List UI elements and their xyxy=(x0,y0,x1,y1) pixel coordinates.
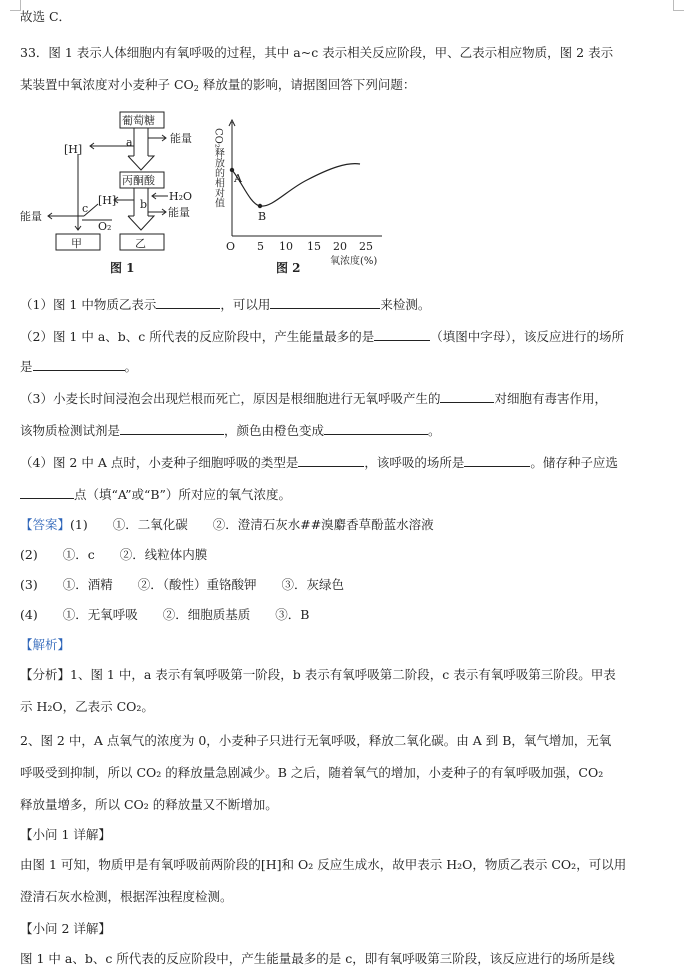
answer-1: 【答案】(1) ①．二氧化碳 ②．澄清石灰水##溴麝香草酚蓝水溶液 xyxy=(20,517,434,532)
subquestion-1-b: 澄清石灰水检测，根据浑浊程度检测。 xyxy=(20,889,233,904)
analysis-p1a: 【分析】1、图 1 中，a 表示有氧呼吸第一阶段，b 表示有氧呼吸第二阶段，c 表示有氧呼吸第三阶段。甲表 xyxy=(20,667,616,682)
energy-label-b: 能量 xyxy=(168,206,190,219)
question-4: （4）图 2 中 A 点时，小麦种子细胞呼吸的类型是 ，该呼吸的场所是 。储存种子应选 xyxy=(20,455,618,470)
x-tick-25: 25 xyxy=(359,240,373,253)
question-2-cont: 是 。 xyxy=(20,359,138,374)
question-33-line1: 33．图 1 表示人体细胞内有氧呼吸的过程，其中 a~c 表示相关反应阶段，甲、乙表示相应物质，图 2 表示 xyxy=(20,45,614,60)
x-tick-15: 15 xyxy=(307,240,321,253)
question-4-cont: 点（填“A”或“B”）所对应的氧气浓度。 xyxy=(20,486,291,504)
question-1: （1）图 1 中物质乙表示 ，可以用 来检测。 xyxy=(20,297,431,312)
subquestion-2-a: 图 1 中 a、b、c 所代表的反应阶段中，产生能量最多的是 c，即有氧呼吸第三阶段，该反应进行的场所是线 xyxy=(20,951,615,966)
stage-b-label: b xyxy=(140,198,148,211)
yi-label: 乙 xyxy=(135,237,146,250)
figure-2-chart xyxy=(212,108,392,278)
x-tick-20: 20 xyxy=(333,240,347,253)
point-b-label: B xyxy=(258,210,267,223)
jia-label: 甲 xyxy=(71,237,82,250)
x-axis-label: 氧浓度(%) xyxy=(330,256,378,267)
question-3-cont: 该物质检测试剂是 ，颜色由橙色变成 。 xyxy=(20,423,441,438)
analysis-p2b: 呼吸受到抑制，所以 CO₂ 的释放量急剧减少。B 之后，随着氧气的增加，小麦种子的有氧呼吸加强，CO₂ xyxy=(20,765,604,780)
pyruvate-label: 丙酮酸 xyxy=(122,174,155,187)
analysis-p2c: 释放量增多，所以 CO₂ 的释放量又不断增加。 xyxy=(20,797,278,812)
co2-curve xyxy=(232,164,360,207)
answer-3: (3) ①．酒精 ②．（酸性）重铬酸钾 ③．灰绿色 xyxy=(20,577,344,592)
energy-label-a: 能量 xyxy=(170,132,192,145)
analysis-label: 【解析】 xyxy=(20,637,71,652)
question-3: （3）小麦长时间浸泡会出现烂根而死亡，原因是根细胞进行无氧呼吸产生的 对细胞有毒害作用， xyxy=(20,391,607,406)
subquestion-2-label: 【小问 2 详解】 xyxy=(20,921,111,936)
question-33-line2: 某装置中氧浓度对小麦种子 $CO_2$ 释放量的影响，请据图回答下列问题： xyxy=(20,77,416,93)
stage-a-label: a xyxy=(126,136,133,149)
question-2: （2）图 1 中 a、b、c 所代表的反应阶段中，产生能量最多的是 （填图中字母），该反应进行的场所 xyxy=(20,329,625,344)
point-b-marker xyxy=(258,204,262,208)
analysis-p1b: 示 H₂O，乙表示 CO₂。 xyxy=(20,699,154,714)
point-a-label: A xyxy=(234,172,242,185)
energy-label-c: 能量 xyxy=(20,210,42,223)
x-tick-5: 5 xyxy=(257,240,264,253)
answer-4: (4) ①．无氧呼吸 ②．细胞质基质 ③．B xyxy=(20,607,310,622)
o2-label: O₂ xyxy=(98,220,112,233)
figure-1-caption: 图 1 xyxy=(110,261,135,275)
stage-c-label: c xyxy=(82,202,89,215)
x-tick-0: O xyxy=(226,240,236,253)
h-label-mid: [H] xyxy=(98,194,117,207)
analysis-p2a: 2、图 2 中，A 点氧气的浓度为 0，小麦种子只进行无氧呼吸，释放二氧化碳。由 A 到 B，氧气增加，无氧 xyxy=(20,733,612,748)
answer-2: (2) ①．c ②．线粒体内膜 xyxy=(20,547,208,562)
figure-1-diagram xyxy=(18,108,218,278)
header-line: 故选 C． xyxy=(20,9,72,24)
y-axis-label: CO₂释放的相对值 xyxy=(212,128,224,208)
figure-2-caption: 图 2 xyxy=(276,261,301,275)
subquestion-1-label: 【小问 1 详解】 xyxy=(20,827,111,842)
h-label-top: [H] xyxy=(64,143,83,156)
glucose-label: 葡萄糖 xyxy=(122,114,155,127)
page-corner-right xyxy=(673,0,684,11)
subquestion-1-a: 由图 1 可知，物质甲是有氧呼吸前两阶段的[H]和 O₂ 反应生成水，故甲表示 H₂O，物质乙表示 CO₂，可以用 xyxy=(20,857,627,872)
h2o-label: H₂O xyxy=(169,190,193,203)
x-tick-10: 10 xyxy=(279,240,293,253)
